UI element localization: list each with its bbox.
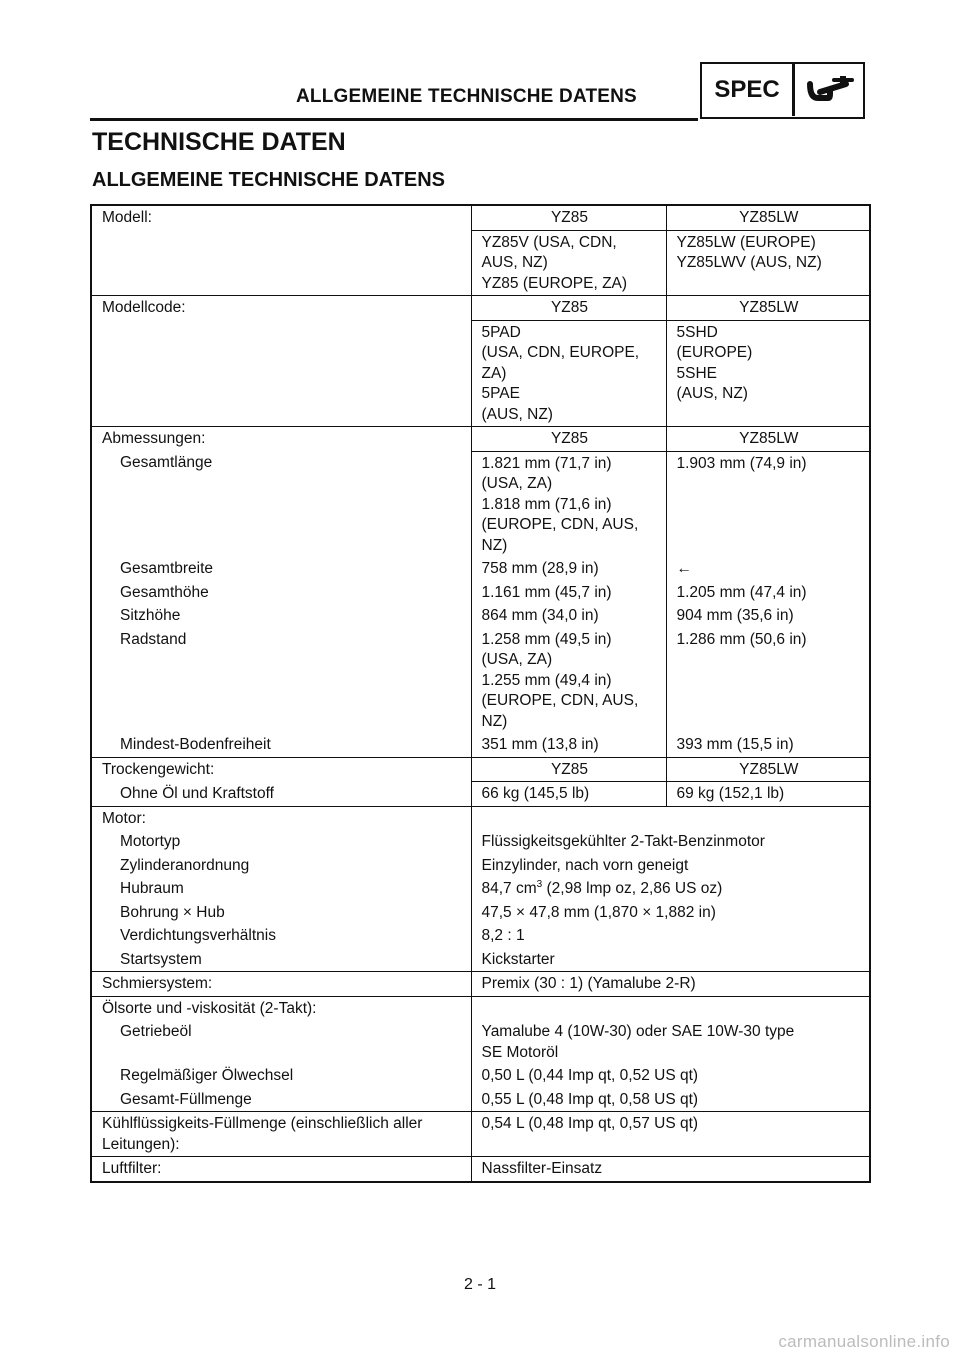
table-cell: 84,7 $cm^3$ (2,98 lmp oz, 2,86 US oz) [471, 877, 870, 901]
row-label: Trockengewicht: [91, 757, 471, 782]
table-row [91, 733, 870, 757]
row-label: Getriebeöl [120, 1023, 192, 1040]
row-label: Hubraum [120, 880, 184, 897]
column-header: YZ85 [471, 757, 666, 782]
table-cell: Flüssigkeitsgekühlter 2-Takt-Benzinmotor [471, 830, 870, 854]
row-label: Modellcode: [91, 296, 471, 321]
table-cell: 1.286 mm (50,6 in) [666, 628, 870, 734]
table-row [91, 320, 870, 427]
table-row [91, 782, 870, 807]
table-row [91, 996, 870, 1020]
page-title: TECHNISCHE DATEN [92, 128, 346, 156]
table-row [91, 205, 870, 230]
table-cell: 758 mm (28,9 in) [471, 557, 666, 581]
table-cell: ← [666, 557, 870, 581]
table-row [91, 806, 870, 830]
table-row [91, 604, 870, 628]
table-cell: Nassfilter-Einsatz [471, 1157, 870, 1182]
row-label: Modell: [91, 205, 471, 230]
table-cell: 69 kg (152,1 lb) [666, 782, 870, 807]
header-title: ALLGEMEINE TECHNISCHE DATENS [296, 86, 637, 107]
table-cell: 904 mm (35,6 in) [666, 604, 870, 628]
column-header: YZ85 [471, 296, 666, 321]
watermark: carmanualsonline.info [778, 1332, 950, 1351]
table-cell: 1.903 mm (74,9 in) [666, 451, 870, 557]
row-label: Motortyp [120, 833, 181, 850]
table-row [91, 427, 870, 452]
row-label: Bohrung × Hub [120, 903, 225, 921]
table-cell: 1.258 mm (49,5 in) (USA, ZA) 1.255 mm (49,4 in) (EUROPE, CDN, AUS, NZ) [471, 628, 666, 734]
table-row [91, 628, 870, 734]
table-row [91, 757, 870, 782]
spec-badge-label: SPEC [714, 76, 780, 103]
table-cell: 0,54 L (0,48 Imp qt, 0,57 US qt) [471, 1112, 870, 1157]
table-row [91, 877, 870, 901]
section-title: ALLGEMEINE TECHNISCHE DATENS [92, 169, 445, 191]
table-cell: 8,2 : 1 [471, 924, 870, 948]
table-row [91, 1112, 870, 1157]
motorcycle-icon [806, 74, 856, 106]
row-label: Gesamthöhe [120, 583, 209, 601]
column-header: YZ85 [471, 205, 666, 230]
table-row [91, 1088, 870, 1112]
page-number: 2 - 1 [463, 1276, 496, 1293]
row-label: Luftfilter: [91, 1157, 471, 1182]
row-label: Startsystem [120, 950, 202, 968]
column-header: YZ85LW [666, 757, 870, 782]
table-cell: YZ85LW (EUROPE) YZ85LWV (AUS, NZ) [666, 230, 870, 296]
column-header: YZ85LW [666, 296, 870, 321]
table-cell: 393 mm (15,5 in) [666, 733, 870, 757]
table-row [91, 924, 870, 948]
table-row [91, 451, 870, 557]
row-label: Radstand [120, 630, 187, 648]
table-cell: Kickstarter [471, 948, 870, 972]
table-row [91, 948, 870, 972]
table-cell: Einzylinder, nach vorn geneigt [471, 854, 870, 878]
table-row [91, 230, 870, 296]
row-label: Gesamtlänge [120, 454, 213, 471]
column-header: YZ85LW [666, 427, 870, 452]
table-cell: 864 mm (34,0 in) [471, 604, 666, 628]
row-label: Motor: [91, 806, 471, 830]
header-rule [90, 118, 698, 121]
column-header: YZ85LW [666, 205, 870, 230]
column-header: YZ85 [471, 427, 666, 452]
table-cell: 66 kg (145,5 lb) [471, 782, 666, 807]
table-row [91, 972, 870, 997]
spec-badge [700, 62, 865, 119]
table-cell: YZ85V (USA, CDN, AUS, NZ) YZ85 (EUROPE, ZA) [471, 230, 666, 296]
spec-badge-divider [792, 64, 795, 116]
table-row [91, 830, 870, 854]
table-cell: 5PAD (USA, CDN, EUROPE, ZA) 5PAE (AUS, NZ) [471, 320, 666, 427]
table-cell: 351 mm (13,8 in) [471, 733, 666, 757]
row-label: Abmessungen: [91, 427, 471, 452]
row-label: Gesamt-Füllmenge [120, 1090, 252, 1108]
table-cell: 1.161 mm (45,7 in) [471, 581, 666, 605]
table-row [91, 1020, 870, 1064]
spec-table [90, 204, 871, 1183]
table-row [91, 854, 870, 878]
row-label: Mindest-Bodenfreiheit [120, 736, 271, 753]
row-label: Gesamtbreite [120, 560, 214, 577]
row-label: Kühlflüssigkeits-Füllmenge (einschließlich aller Leitungen): [91, 1112, 471, 1157]
table-cell: Premix (30 : 1) (Yamalube 2-R) [471, 972, 870, 997]
table-row [91, 1157, 870, 1182]
table-row [91, 557, 870, 581]
row-label: Ölsorte und -viskosität (2-Takt): [91, 996, 471, 1020]
table-cell: Yamalube 4 (10W-30) oder SAE 10W-30 type SE Motoröl [471, 1020, 870, 1064]
table-cell: 1.205 mm (47,4 in) [666, 581, 870, 605]
table-cell: 47,5 × 47,8 mm (1,870 × 1,882 in) [471, 901, 870, 925]
table-cell: 0,50 L (0,44 Imp qt, 0,52 US qt) [471, 1064, 870, 1088]
table-cell: 1.821 mm (71,7 in) (USA, ZA) 1.818 mm (71,6 in) (EUROPE, CDN, AUS, NZ) [471, 451, 666, 557]
row-label: Ohne Öl und Kraftstoff [120, 784, 274, 802]
table-row [91, 581, 870, 605]
row-label: Schmiersystem: [91, 972, 471, 997]
table-row [91, 901, 870, 925]
row-label: Regelmäßiger Ölwechsel [120, 1067, 294, 1084]
row-label: Zylinderanordnung [120, 856, 250, 874]
row-label: Sitzhöhe [120, 607, 181, 624]
table-cell: 0,55 L (0,48 Imp qt, 0,58 US qt) [471, 1088, 870, 1112]
table-row [91, 1064, 870, 1088]
table-row [91, 296, 870, 321]
row-label: Verdichtungsverhältnis [120, 927, 276, 944]
table-cell: 5SHD (EUROPE) 5SHE (AUS, NZ) [666, 320, 870, 427]
